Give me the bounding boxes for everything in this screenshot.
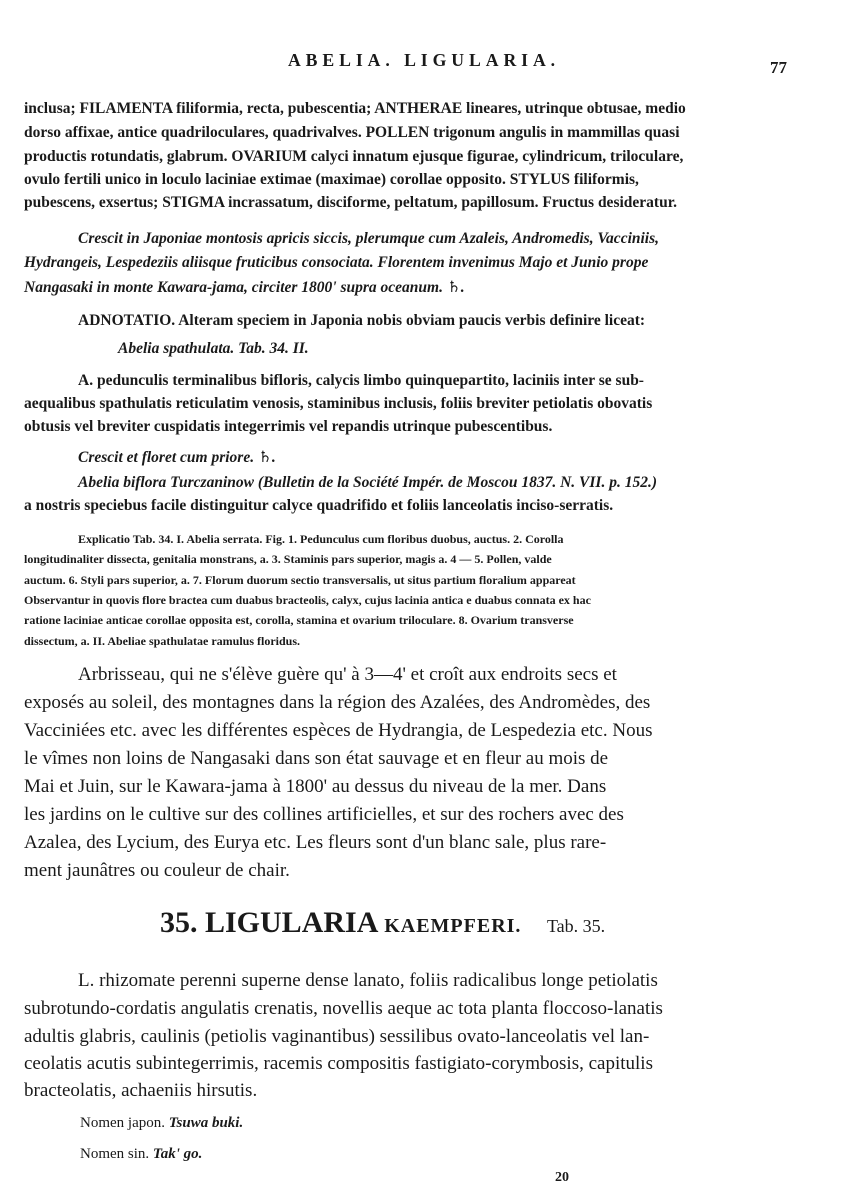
footer-signature: 20 [555, 1170, 569, 1185]
section-title [160, 906, 605, 940]
french-line: Azalea, des Lycium, des Eurya etc. Les fleurs sont d'un blanc sale, plus rare- [24, 832, 607, 853]
french-line: exposés au soleil, des montagnes dans la région des Azalées, des Andromèdes, des [24, 692, 651, 713]
running-head: ABELIA. LIGULARIA. [287, 50, 561, 70]
french-line: Vacciniées etc. avec les différentes espèces de Hydrangia, de Lespedezia etc. Nous [24, 720, 653, 741]
explicatio-line: auctum. 6. Styli pars superior, a. 7. Florum duorum sectio transversalis, ut situs partium floralium appareat [24, 573, 576, 587]
diagnosis-line: ceolatis acutis subintegerrimis, racemis compositis fastigiato-corymbosis, capitulis [24, 1053, 653, 1074]
explicatio-line: ratione laciniae anticae corollae opposita est, corolla, stamina et ovarium triloculare. 8. Ovarium transverse [24, 613, 574, 627]
adnotatio-crescit: Crescit et floret cum priore. ♄. [78, 449, 276, 466]
habitat-line: Hydrangeis, Lespedeziis aliisque fruticibus consociata. Florentem invenimus Majo et Junio prope [24, 254, 649, 271]
adnotatio-biflora-citation: Abelia biflora Turczaninow (Bulletin de la Société Impér. de Moscou 1837. N. VII. p. 152.) [78, 474, 657, 491]
adnotatio-description-line: obtusis vel breviter cuspidatis integerrimis vel repandis utrinque pubescentibus. [24, 418, 553, 435]
habitat-line: Nangasaki in monte Kawara-jama, circiter 1800' supra oceanum. ♄. [24, 279, 465, 296]
adnotatio-biflora-note: a nostris speciebus facile distinguitur calyce quadrifido et foliis lanceolatis inciso-serratis. [24, 497, 614, 514]
description-line: ovulo fertili unico in loculo laciniae extimae (maximae) corollae opposito. STYLUS filiformis, [24, 171, 639, 188]
habitat-line: Crescit in Japoniae montosis apricis siccis, plerumque cum Azaleis, Andromedis, Vacciniis, [78, 230, 660, 247]
nomen-sin-label: Nomen sin. [80, 1146, 150, 1162]
section-number: 35. [160, 906, 198, 939]
description-line: productis rotundatis, glabrum. OVARIUM calyci innatum ejusque figurae, cylindricum, triloculare, [24, 148, 684, 165]
description-line: dorso affixae, antice quadriloculares, quadrivalves. POLLEN trigonum angulis in mammillas quasi [24, 124, 680, 141]
explicatio-line: dissectum, a. II. Abeliae spathulatae ramulus floridus. [24, 634, 301, 648]
adnotatio-description-line: A. pedunculis terminalibus bifloris, calycis limbo quinquepartito, laciniis inter se sub- [78, 372, 644, 389]
nomen-sin [80, 1146, 202, 1163]
section-epithet: KAEMPFERI. [384, 915, 522, 937]
french-line: le vîmes non loins de Nangasaki dans son état sauvage et en fleur au mois de [24, 748, 609, 769]
french-line: Mai et Juin, sur le Kawara-jama à 1800' au dessus du niveau de la mer. Dans [24, 776, 607, 797]
nomen-japon-value: Tsuwa buki. [168, 1115, 244, 1131]
explicatio-line: Explicatio Tab. 34. I. Abelia serrata. Fig. 1. Pedunculus cum floribus duobus, auctus. 2. Corolla [78, 532, 564, 546]
french-line: ment jaunâtres ou couleur de chair. [24, 860, 290, 881]
adnotatio-species: Abelia spathulata. Tab. 34. II. [118, 340, 309, 357]
nomen-japon [80, 1115, 243, 1132]
diagnosis-line: subrotundo-cordatis angulatis crenatis, novellis aeque ac tota planta floccoso-lanatis [24, 998, 663, 1019]
explicatio-line: Observantur in quovis flore bractea cum duabus bracteolis, calyx, cujus lacinia antica e duabus connata ex hac [24, 593, 591, 607]
adnotatio-heading: ADNOTATIO. Alteram speciem in Japonia nobis obviam paucis verbis definire liceat: [78, 312, 646, 329]
french-line: les jardins on le cultive sur des collines artificielles, et sur des rochers avec des [24, 804, 624, 825]
nomen-japon-label: Nomen japon. [80, 1115, 165, 1131]
diagnosis-line: L. rhizomate perenni superne dense lanato, foliis radicalibus longe petiolatis [78, 970, 658, 991]
description-line: inclusa; FILAMENTA filiformia, recta, pubescentia; ANTHERAE lineares, utrinque obtusae, medio [24, 100, 686, 117]
explicatio-line: longitudinaliter dissecta, genitalia monstrans, a. 3. Staminis pars superior, magis a. 4 — 5. Pollen, valde [24, 552, 552, 566]
french-line: Arbrisseau, qui ne s'élève guère qu' à 3—4' et croît aux endroits secs et [78, 664, 617, 685]
diagnosis-line: adultis glabris, caulinis (petiolis vaginantibus) sessilibus ovato-lanceolatis vel lan- [24, 1026, 650, 1047]
diagnosis-line: bracteolatis, achaeniis hirsutis. [24, 1080, 258, 1101]
adnotatio-description-line: aequalibus spathulatis reticulatim venosis, staminibus inclusis, foliis breviter petiolatis obovatis [24, 395, 653, 412]
section-tab: Tab. 35. [546, 916, 606, 936]
description-line: pubescens, exsertus; STIGMA incrassatum, disciforme, peltatum, papillosum. Fructus desideratur. [24, 194, 678, 211]
section-genus: LIGULARIA [205, 906, 377, 939]
page-number: 77 [770, 58, 787, 77]
nomen-sin-value: Tak' go. [152, 1146, 203, 1162]
